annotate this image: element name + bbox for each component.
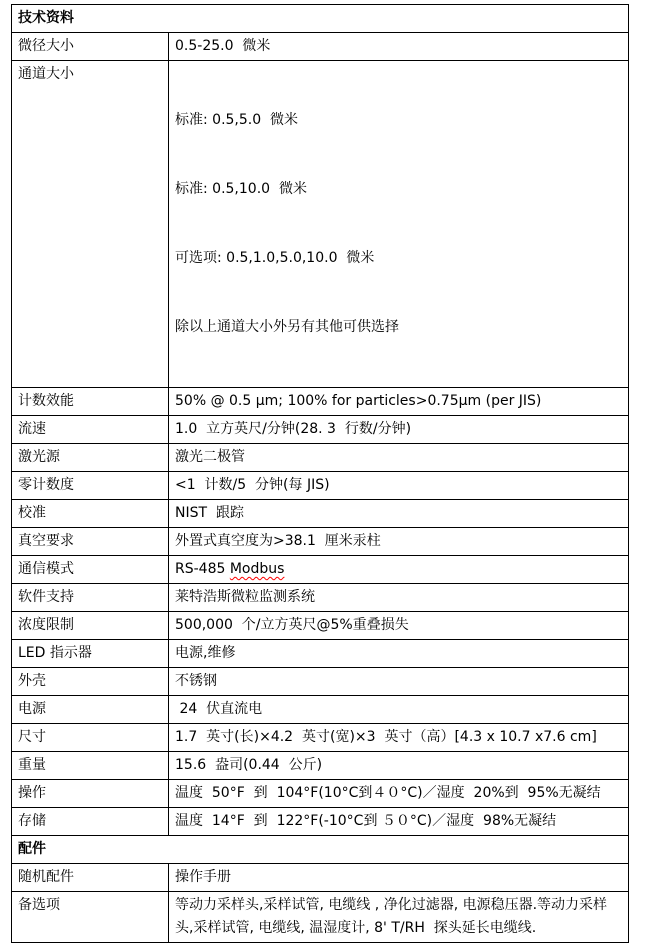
row-value: 50% @ 0.5 μm; 100% for particles>0.75μm (per JIS) xyxy=(169,388,629,416)
row-label: 备选项 xyxy=(12,892,169,943)
row-label: 电源 xyxy=(12,696,169,724)
table-row xyxy=(12,640,629,668)
row-value: 500,000 个/立方英尺@5%重叠损失 xyxy=(169,612,629,640)
row-value: 1.7 英寸(长)×4.2 英寸(宽)×3 英寸（高）[4.3 x 10.7 x7.6 cm] xyxy=(169,724,629,752)
table-row xyxy=(12,724,629,752)
row-label: 重量 xyxy=(12,752,169,780)
value-line: 可选项: 0.5,1.0,5.0,10.0 微米 xyxy=(175,250,375,266)
table-row xyxy=(12,61,629,388)
row-label: 通道大小 xyxy=(12,61,169,388)
row-label: 浓度限制 xyxy=(12,612,169,640)
row-value: 等动力采样头,采样试管, 电缆线 , 净化过滤器, 电源稳压器.等动力采样头,采样试管, 电缆线, 温湿度计, 8' T/RH 探头延长电缆线. xyxy=(169,892,629,943)
misspelled-word: Modbus xyxy=(229,561,285,577)
table-row xyxy=(12,892,629,943)
row-label: 计数效能 xyxy=(12,388,169,416)
table-row xyxy=(12,808,629,836)
value-text: RS-485 xyxy=(175,561,230,577)
table-row xyxy=(12,33,629,61)
table-row xyxy=(12,612,629,640)
table-row xyxy=(12,472,629,500)
row-value: NIST 跟踪 xyxy=(169,500,629,528)
section-header-row xyxy=(12,5,629,33)
table-row xyxy=(12,780,629,808)
row-value: 操作手册 xyxy=(169,864,629,892)
table-row xyxy=(12,864,629,892)
section-title-accessories: 配件 xyxy=(12,836,629,864)
spec-table xyxy=(11,4,629,943)
row-label: 尺寸 xyxy=(12,724,169,752)
row-label: 零计数度 xyxy=(12,472,169,500)
section-header-row xyxy=(12,836,629,864)
row-value: 电源,维修 xyxy=(169,640,629,668)
row-label: 随机配件 xyxy=(12,864,169,892)
table-row xyxy=(12,416,629,444)
row-label: 校准 xyxy=(12,500,169,528)
row-label: 流速 xyxy=(12,416,169,444)
table-row xyxy=(12,528,629,556)
row-value xyxy=(169,556,629,584)
value-line: 除以上通道大小外另有其他可供选择 xyxy=(175,319,399,335)
row-value xyxy=(169,61,629,388)
row-value: 外置式真空度为>38.1 厘米汞柱 xyxy=(169,528,629,556)
row-value: 24 伏直流电 xyxy=(169,696,629,724)
row-value: 1.0 立方英尺/分钟(28. 3 行数/分钟) xyxy=(169,416,629,444)
row-value: 激光二极管 xyxy=(169,444,629,472)
table-row xyxy=(12,388,629,416)
row-label: 外壳 xyxy=(12,668,169,696)
table-row xyxy=(12,752,629,780)
row-value: 不锈钢 xyxy=(169,668,629,696)
table-row xyxy=(12,556,629,584)
row-label: LED 指示器 xyxy=(12,640,169,668)
table-row xyxy=(12,668,629,696)
section-title-technical: 技术资料 xyxy=(12,5,629,33)
value-line: 标准: 0.5,5.0 微米 xyxy=(175,112,299,128)
row-label: 真空要求 xyxy=(12,528,169,556)
row-value: <1 计数/5 分钟(每 JIS) xyxy=(169,472,629,500)
table-row xyxy=(12,696,629,724)
table-row xyxy=(12,444,629,472)
row-value: 0.5-25.0 微米 xyxy=(169,33,629,61)
row-label: 微径大小 xyxy=(12,33,169,61)
row-label: 操作 xyxy=(12,780,169,808)
row-label: 存储 xyxy=(12,808,169,836)
row-label: 通信模式 xyxy=(12,556,169,584)
table-row xyxy=(12,584,629,612)
row-value: 莱特浩斯微粒监测系统 xyxy=(169,584,629,612)
row-label: 软件支持 xyxy=(12,584,169,612)
row-value: 温度 50°F 到 104°F(10°C到４０°C)／湿度 20%到 95%无凝结 xyxy=(169,780,629,808)
value-line: 标准: 0.5,10.0 微米 xyxy=(175,181,307,197)
row-value: 15.6 盎司(0.44 公斤) xyxy=(169,752,629,780)
table-row xyxy=(12,500,629,528)
row-value: 温度 14°F 到 122°F(-10°C到 ５０°C)／湿度 98%无凝结 xyxy=(169,808,629,836)
row-label: 激光源 xyxy=(12,444,169,472)
